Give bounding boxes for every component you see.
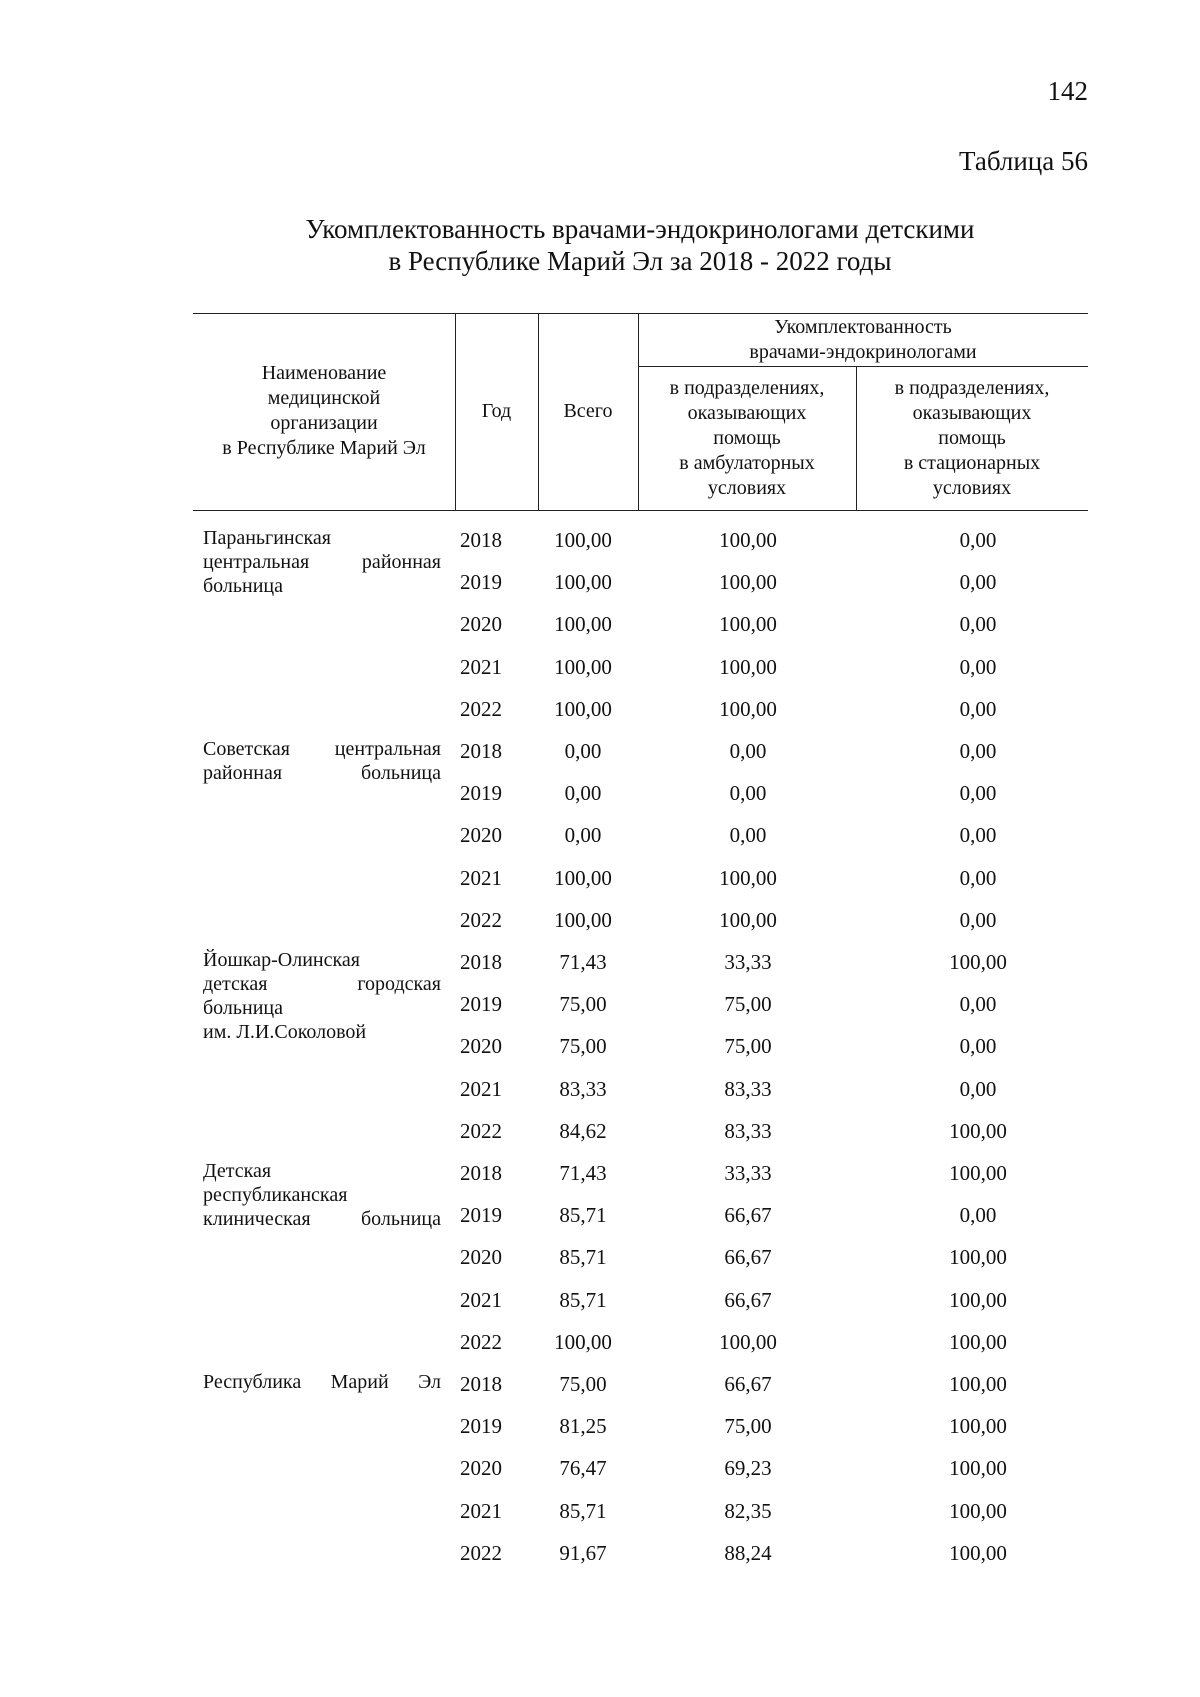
table-row	[193, 1499, 1088, 1529]
year-cell: 2018	[460, 739, 502, 763]
ambulatory-cell: 83,33	[724, 1118, 772, 1143]
hospital-cell: 0,00	[959, 1076, 997, 1101]
ambulatory-cell: 100,00	[719, 907, 777, 932]
table-row	[193, 1372, 1088, 1402]
ambulatory-cell: 100,00	[719, 570, 777, 595]
year-cell: 2019	[460, 570, 502, 595]
organization-name-line: Республика Марий Эл	[203, 1371, 441, 1393]
year-cell: 2022	[460, 907, 502, 932]
year-cell: 2018	[460, 1161, 502, 1185]
organization-name-line: республиканская	[203, 1184, 348, 1206]
table-row	[193, 1034, 1088, 1064]
year-cell: 2022	[460, 696, 502, 721]
total-cell: 100,00	[554, 570, 612, 595]
title-line-2: в Республике Марий Эл за 2018 - 2022 годы	[388, 246, 892, 276]
ambulatory-cell: 69,23	[724, 1456, 772, 1481]
ambulatory-cell: 75,00	[724, 992, 772, 1017]
total-cell: 75,00	[559, 1034, 607, 1059]
hospital-cell: 0,00	[959, 739, 997, 763]
hospital-cell: 0,00	[959, 612, 997, 637]
ambulatory-cell: 75,00	[724, 1034, 772, 1059]
table-label: Таблица 56	[959, 146, 1088, 176]
total-cell: 75,00	[559, 1372, 607, 1396]
year-cell: 2021	[460, 1498, 502, 1523]
table-row	[193, 1330, 1088, 1360]
table-row	[193, 1161, 1088, 1191]
table-row	[193, 1456, 1088, 1486]
document-title	[0, 213, 1200, 277]
total-cell: 91,67	[559, 1540, 607, 1565]
header-total: Всего	[563, 400, 613, 422]
table-row	[193, 908, 1088, 938]
ambulatory-cell: 66,67	[724, 1287, 772, 1312]
total-cell: 85,71	[559, 1287, 607, 1312]
hospital-cell: 0,00	[959, 781, 997, 806]
hospital-cell: 0,00	[959, 907, 997, 932]
ambulatory-cell: 0,00	[729, 739, 767, 763]
total-cell: 81,25	[559, 1414, 607, 1439]
table-row	[193, 992, 1088, 1022]
header-org: Наименование медицинской организации в Республике Марий Эл	[222, 362, 426, 459]
hospital-cell: 100,00	[949, 1372, 1007, 1396]
ambulatory-cell: 100,00	[719, 696, 777, 721]
total-cell: 71,43	[559, 950, 607, 974]
hospital-cell: 100,00	[949, 1540, 1007, 1565]
header-year: Год	[481, 400, 512, 422]
hospital-cell: 100,00	[949, 1414, 1007, 1439]
ambulatory-cell: 100,00	[719, 865, 777, 890]
organization-name-line: Параньгинская	[203, 527, 331, 549]
hospital-cell: 0,00	[959, 570, 997, 595]
organization-name-line: им. Л.И.Соколовой	[203, 1021, 367, 1043]
year-cell: 2020	[460, 1034, 502, 1059]
organization-name-line: Советская центральная	[203, 738, 441, 760]
ambulatory-cell: 100,00	[719, 1329, 777, 1354]
year-cell: 2022	[460, 1329, 502, 1354]
ambulatory-cell: 100,00	[719, 612, 777, 637]
year-cell: 2020	[460, 823, 502, 848]
total-cell: 83,33	[559, 1076, 607, 1101]
total-cell: 75,00	[559, 992, 607, 1017]
total-cell: 85,71	[559, 1245, 607, 1270]
total-cell: 0,00	[564, 781, 602, 806]
hospital-cell: 0,00	[959, 1203, 997, 1228]
hospital-cell: 0,00	[959, 992, 997, 1017]
ambulatory-cell: 75,00	[724, 1414, 772, 1439]
year-cell: 2019	[460, 781, 502, 806]
ambulatory-cell: 88,24	[724, 1540, 772, 1565]
organization-name-line: клиническая больница	[203, 1208, 441, 1230]
header-top-rule	[193, 313, 1088, 314]
year-cell: 2019	[460, 992, 502, 1017]
ambulatory-cell: 33,33	[724, 950, 772, 974]
ambulatory-cell: 83,33	[724, 1076, 772, 1101]
total-cell: 100,00	[554, 528, 612, 552]
total-cell: 100,00	[554, 612, 612, 637]
header-bottom-rule	[193, 510, 1088, 511]
header-amb: в подразделениях, оказывающих помощь в амбулаторных условиях	[669, 377, 825, 499]
table-row	[193, 1077, 1088, 1107]
total-cell: 100,00	[554, 907, 612, 932]
header-group-rule	[638, 366, 1088, 367]
ambulatory-cell: 0,00	[729, 781, 767, 806]
hospital-cell: 100,00	[949, 1118, 1007, 1143]
table-row	[193, 655, 1088, 685]
table-row	[193, 1119, 1088, 1149]
table-row	[193, 1414, 1088, 1444]
table-row	[193, 1541, 1088, 1571]
total-cell: 71,43	[559, 1161, 607, 1185]
ambulatory-cell: 66,67	[724, 1372, 772, 1396]
table-row	[193, 1245, 1088, 1275]
ambulatory-cell: 66,67	[724, 1245, 772, 1270]
ambulatory-cell: 82,35	[724, 1498, 772, 1523]
table-row	[193, 739, 1088, 769]
table-header	[193, 313, 1088, 513]
ambulatory-cell: 66,67	[724, 1203, 772, 1228]
table-row	[193, 823, 1088, 853]
header-group: Укомплектованность врачами-эндокринологами	[749, 316, 977, 363]
year-cell: 2020	[460, 612, 502, 637]
total-cell: 100,00	[554, 865, 612, 890]
year-cell: 2022	[460, 1540, 502, 1565]
total-cell: 0,00	[564, 739, 602, 763]
hospital-cell: 100,00	[949, 1498, 1007, 1523]
organization-name-line: больница	[203, 997, 283, 1019]
hospital-cell: 0,00	[959, 823, 997, 848]
hospital-cell: 100,00	[949, 1161, 1007, 1185]
hospital-cell: 100,00	[949, 1245, 1007, 1270]
hospital-cell: 100,00	[949, 950, 1007, 974]
year-cell: 2021	[460, 1076, 502, 1101]
organization-name-line: районная больница	[203, 762, 441, 784]
total-cell: 85,71	[559, 1498, 607, 1523]
year-cell: 2018	[460, 1372, 502, 1396]
total-cell: 84,62	[559, 1118, 607, 1143]
organization-name-line: детская городская	[203, 973, 441, 995]
table-row	[193, 528, 1088, 558]
total-cell: 100,00	[554, 1329, 612, 1354]
ambulatory-cell: 0,00	[729, 823, 767, 848]
table-row	[193, 1288, 1088, 1318]
ambulatory-cell: 33,33	[724, 1161, 772, 1185]
hospital-cell: 100,00	[949, 1456, 1007, 1481]
hospital-cell: 0,00	[959, 1034, 997, 1059]
year-cell: 2022	[460, 1118, 502, 1143]
total-cell: 100,00	[554, 696, 612, 721]
organization-name-line: Детская	[203, 1160, 272, 1182]
table-row	[193, 866, 1088, 896]
year-cell: 2021	[460, 1287, 502, 1312]
year-cell: 2019	[460, 1414, 502, 1439]
year-cell: 2019	[460, 1203, 502, 1228]
hospital-cell: 0,00	[959, 528, 997, 552]
year-cell: 2021	[460, 865, 502, 890]
year-cell: 2018	[460, 950, 502, 974]
ambulatory-cell: 100,00	[719, 528, 777, 552]
hospital-cell: 100,00	[949, 1329, 1007, 1354]
year-cell: 2021	[460, 654, 502, 679]
total-cell: 76,47	[559, 1456, 607, 1481]
page-number: 142	[1047, 76, 1088, 106]
total-cell: 85,71	[559, 1203, 607, 1228]
organization-name-line: больница	[203, 575, 283, 597]
table-row	[193, 612, 1088, 642]
table-row	[193, 950, 1088, 980]
header-hosp: в подразделениях, оказывающих помощь в стационарных условиях	[894, 377, 1050, 499]
year-cell: 2020	[460, 1245, 502, 1270]
year-cell: 2020	[460, 1456, 502, 1481]
table-row	[193, 781, 1088, 811]
organization-name-line: центральная районная	[203, 551, 441, 573]
total-cell: 0,00	[564, 823, 602, 848]
hospital-cell: 0,00	[959, 654, 997, 679]
table-row	[193, 697, 1088, 727]
table-row	[193, 1203, 1088, 1233]
title-line-1: Укомплектованность врачами-эндокринологами детскими	[305, 214, 975, 244]
hospital-cell: 100,00	[949, 1287, 1007, 1312]
organization-name-line: Йошкар-Олинская	[203, 949, 360, 971]
hospital-cell: 0,00	[959, 865, 997, 890]
year-cell: 2018	[460, 528, 502, 552]
hospital-cell: 0,00	[959, 696, 997, 721]
table-row	[193, 570, 1088, 600]
total-cell: 100,00	[554, 654, 612, 679]
ambulatory-cell: 100,00	[719, 654, 777, 679]
